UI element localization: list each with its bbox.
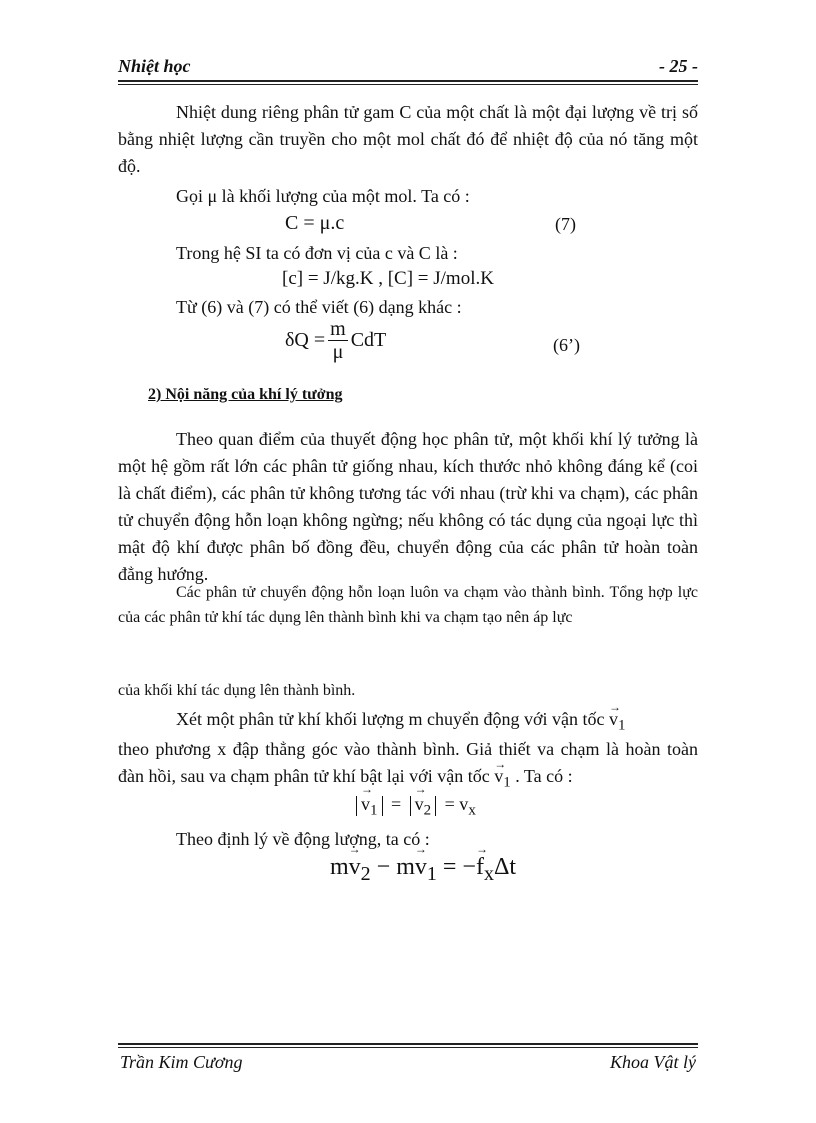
equation-6-prime-number: (6’) — [553, 335, 580, 355]
section-heading-internal-energy: 2) Nội năng của khí lý tưởng — [148, 386, 343, 403]
abs-vx-sub: x — [468, 802, 476, 819]
mom-v1-sub: 1 — [426, 862, 437, 885]
mom-v2 — [349, 854, 371, 886]
eq6p-lhs: δQ = — [285, 329, 326, 351]
footer-rule — [118, 1043, 698, 1045]
para4c-text: . Ta có : — [515, 766, 573, 786]
line-rewrite: Từ (6) và (7) có thể viết (6) dạng khác : — [176, 297, 462, 317]
footer-department: Khoa Vật lý — [610, 1052, 696, 1072]
header-page-number: - 25 - — [659, 56, 698, 76]
paragraph-molecule-a — [176, 706, 676, 740]
eq6p-rhs: CdT — [350, 329, 387, 351]
mom-m1: m — [330, 854, 349, 880]
header-rule — [118, 80, 698, 82]
abs-v2 — [415, 794, 432, 820]
line-mu: Gọi μ là khối lượng của một mol. Ta có : — [176, 186, 470, 206]
equation-7-number: (7) — [555, 214, 576, 234]
v1-subscript: 1 — [618, 717, 626, 734]
abs-eq-sign: = — [391, 794, 402, 814]
mom-f — [476, 854, 494, 886]
paragraph-collisions: Các phân tử chuyển động hỗn loạn luôn va chạm vào thành bình. Tổng hợp lực của các phân tử khí tác dụng lên thành bình khi va chạm tạo nên áp lực — [118, 584, 698, 626]
v1-symbol: v — [609, 709, 618, 729]
line-momentum: Theo định lý về động lượng, ta có : — [176, 829, 430, 849]
abs-vx: = v — [444, 794, 469, 814]
abs-v2-sub: 2 — [423, 802, 432, 819]
line-si-units: Trong hệ SI ta có đơn vị của c và C là : — [176, 243, 458, 263]
abs-v1 — [361, 794, 378, 820]
paragraph-collisions-end: của khối khí tác dụng lên thành bình. — [118, 682, 356, 699]
v1b-symbol: v — [494, 766, 504, 786]
mom-minus: − m — [370, 854, 415, 880]
abs-v1-symbol: v — [361, 794, 370, 814]
mom-v2-symbol: v — [348, 854, 361, 880]
equation-7: C = μ.c — [285, 212, 345, 234]
v1b-subscript: 1 — [503, 774, 511, 791]
mom-v1-symbol: v — [414, 854, 427, 880]
equation-abs-velocity — [352, 794, 476, 820]
abs-bar-3 — [410, 796, 411, 816]
para4a-text: Xét một phân tử khí khối lượng m chuyển động với vận tốc — [176, 709, 605, 729]
abs-v1-sub: 1 — [370, 802, 378, 819]
paragraph-kinetic-theory: Theo quan điểm của thuyết động học phân tử, một khối khí lý tưởng là một hệ gồm rất lớn các phân tử giống nhau, kích thước nhỏ không đáng kể (coi là chất điểm), các phân tử không tương tác với nhau (trừ khi va chạm), các phân tử chuyển động hỗn loạn không ngừng; nếu không có tác dụng của ngoại lực thì mật độ khí được phân bố đồng đều, chuyển động của các phân tử hoàn toàn đẳng hướng. — [118, 429, 698, 584]
velocity-v1-rebound — [494, 763, 511, 797]
footer-rule-thin — [118, 1047, 698, 1048]
abs-bar-2 — [382, 796, 383, 816]
abs-bar-4 — [435, 796, 436, 816]
mom-f-sub: x — [483, 862, 494, 885]
velocity-v1 — [609, 706, 626, 740]
abs-v2-symbol: v — [414, 794, 424, 814]
units-equation: [c] = J/kg.K , [C] = J/mol.K — [282, 268, 494, 289]
paragraph-specific-heat: Nhiệt dung riêng phân tử gam C của một chất là một đại lượng về trị số bằng nhiệt lượng cần truyền cho một mol chất đó để nhiệt độ của nó tăng một độ. — [118, 102, 698, 176]
eq6p-numerator: m — [330, 318, 346, 340]
equation-6-prime — [285, 318, 386, 363]
equation-momentum — [330, 854, 516, 886]
header-title: Nhiệt học — [118, 56, 191, 76]
abs-bar-1 — [356, 796, 357, 816]
mom-dt: Δt — [493, 854, 517, 880]
eq6p-fraction — [328, 318, 348, 363]
footer-author: Trần Kim Cương — [120, 1052, 243, 1072]
mom-v1 — [415, 854, 437, 886]
mom-eq: = − — [436, 854, 476, 880]
mom-v2-sub: 2 — [360, 862, 371, 885]
para4b-text: theo phương x đập thẳng góc vào thành bình. Giả thiết va chạm là hoàn toàn đàn hồi, sau va chạm phân tử khí bật lại với vận tốc — [118, 739, 698, 786]
header-rule-thin — [118, 84, 698, 85]
mom-f-symbol: f — [475, 854, 484, 880]
paragraph-molecule-b — [118, 736, 698, 797]
eq6p-denominator: μ — [332, 341, 344, 363]
